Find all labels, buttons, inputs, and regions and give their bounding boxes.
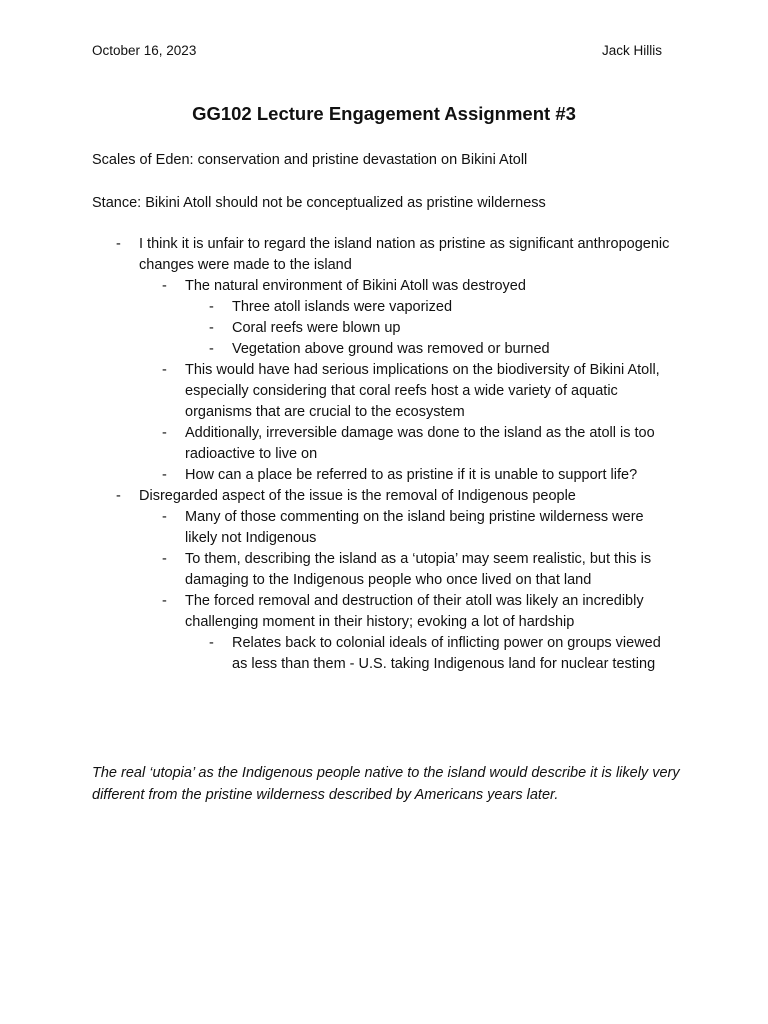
outline-item — [0, 297, 672, 318]
bullet-dash: - — [162, 362, 167, 378]
outline-item-text: I think it is unfair to regard the island nation as pristine as significant anthropogenic changes were made to the island — [139, 236, 670, 273]
outline-item-text: How can a place be referred to as pristine if it is unable to support life? — [185, 467, 638, 483]
outline-item-text: The natural environment of Bikini Atoll was destroyed — [185, 278, 526, 294]
outline-item — [0, 549, 675, 591]
document-title: GG102 Lecture Engagement Assignment #3 — [192, 103, 576, 124]
outline-item-text: Three atoll islands were vaporized — [232, 299, 453, 315]
bullet-dash: - — [162, 467, 167, 483]
bullet-outline — [0, 234, 768, 675]
stance-statement: Stance: Bikini Atoll should not be conceptualized as pristine wilderness — [92, 195, 546, 211]
outline-item — [0, 339, 672, 360]
bullet-dash: - — [209, 635, 214, 651]
outline-item-text: The forced removal and destruction of their atoll was likely an incredibly challenging moment in their history; evoking a lot of hardship — [185, 593, 644, 630]
bullet-dash: - — [116, 236, 121, 252]
bullet-dash: - — [209, 299, 214, 315]
outline-item-text: Vegetation above ground was removed or burned — [232, 341, 550, 357]
outline-item-text: Additionally, irreversible damage was done to the island as the atoll is too radioactive to live on — [185, 425, 655, 462]
bullet-dash: - — [209, 341, 214, 357]
outline-item — [0, 591, 675, 633]
outline-item-text: Disregarded aspect of the issue is the removal of Indigenous people — [139, 488, 576, 504]
header-date: October 16, 2023 — [92, 43, 197, 58]
bullet-dash: - — [162, 278, 167, 294]
document-subtitle: Scales of Eden: conservation and pristine devastation on Bikini Atoll — [92, 152, 528, 168]
outline-item — [0, 360, 675, 423]
outline-item — [0, 318, 672, 339]
outline-item-text: Many of those commenting on the island being pristine wilderness were likely not Indigenous — [185, 509, 644, 546]
outline-item-text: Coral reefs were blown up — [232, 320, 401, 336]
bullet-dash: - — [209, 320, 214, 336]
outline-item — [0, 465, 675, 486]
outline-item — [0, 234, 679, 276]
outline-item — [0, 423, 675, 465]
bullet-dash: - — [116, 488, 121, 504]
outline-item — [0, 633, 672, 675]
header-author: Jack Hillis — [601, 43, 662, 58]
bullet-dash: - — [162, 509, 167, 525]
outline-item-text: Relates back to colonial ideals of inflicting power on groups viewed as less than them - U.S. taking Indigenous land for nuclear testing — [232, 635, 661, 672]
bullet-dash: - — [162, 551, 167, 567]
outline-item — [0, 276, 675, 297]
bullet-dash: - — [162, 593, 167, 609]
conclusion-paragraph: The real ‘utopia’ as the Indigenous people native to the island would describe it is likely very different from the pristine wilderness described by Americans years later. — [92, 765, 680, 803]
outline-item-text: This would have had serious implications on the biodiversity of Bikini Atoll, especially considering that coral reefs host a wide variety of aquatic organisms that are crucial to the ecosystem — [185, 362, 660, 420]
outline-item — [0, 486, 679, 507]
bullet-dash: - — [162, 425, 167, 441]
outline-item — [0, 507, 675, 549]
outline-item-text: To them, describing the island as a ‘utopia’ may seem realistic, but this is damaging to the Indigenous people who once lived on that land — [185, 551, 652, 588]
